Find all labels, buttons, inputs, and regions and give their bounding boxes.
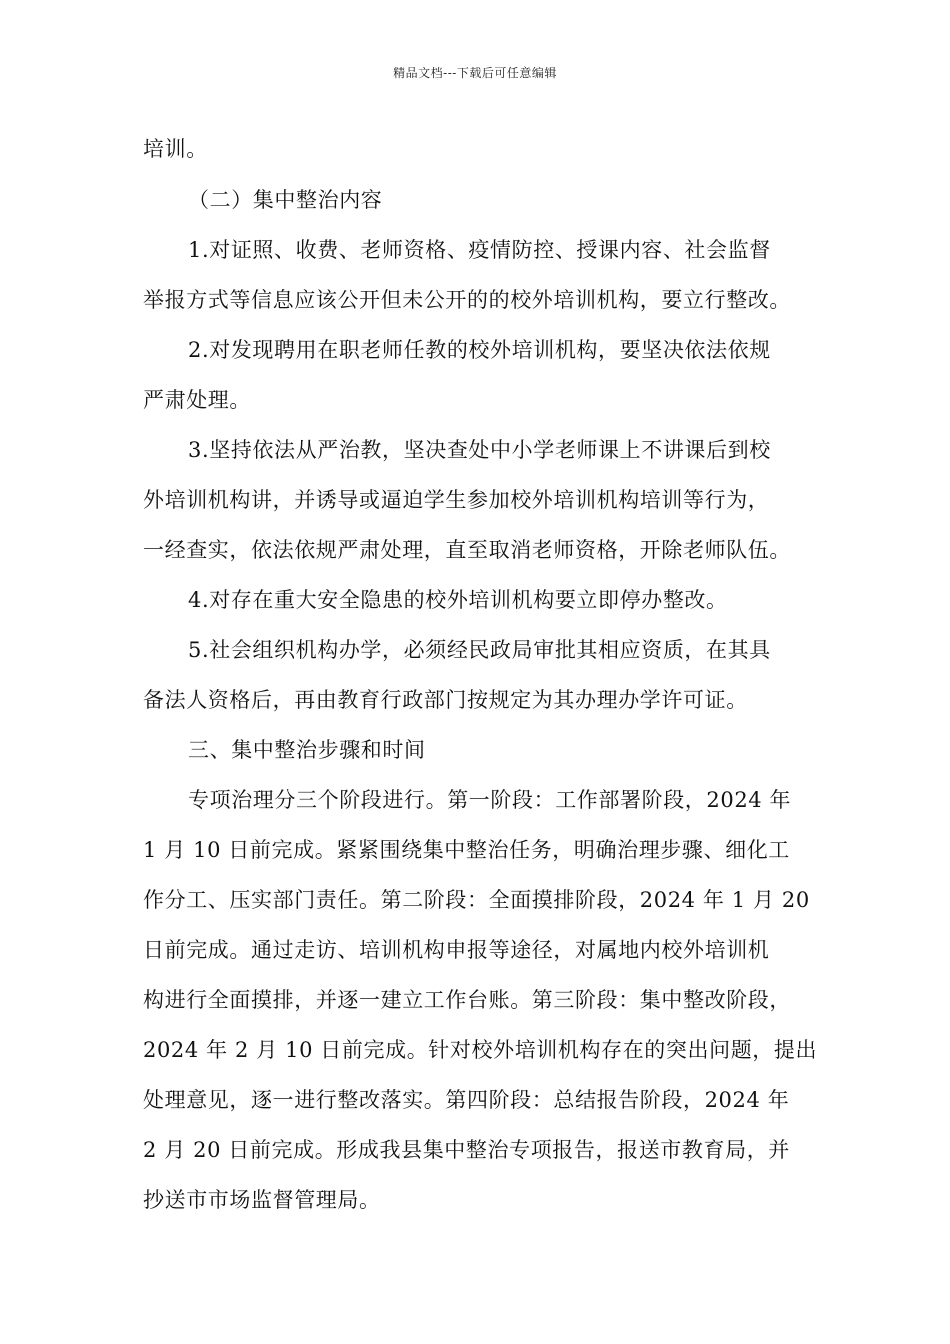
section-heading: 三、集中整治步骤和时间 [188, 738, 426, 762]
body-line: 处理意见，逐一进行整改落实。第四阶段：总结报告阶段，2024 年 [143, 1088, 790, 1112]
body-line: 举报方式等信息应该公开但未公开的的校外培训机构，要立行整改。 [143, 288, 791, 312]
body-line: 备法人资格后，再由教育行政部门按规定为其办理办学许可证。 [143, 688, 748, 712]
page-header-watermark: 精品文档---下载后可任意编辑 [393, 66, 557, 80]
body-line: 1.对证照、收费、老师资格、疫情防控、授课内容、社会监督 [188, 238, 771, 262]
body-line: 培训。 [143, 137, 208, 161]
body-line: 抄送市市场监督管理局。 [143, 1188, 381, 1212]
body-line: 1 月 10 日前完成。紧紧围绕集中整治任务，明确治理步骤、细化工 [143, 838, 790, 862]
body-line: 2024 年 2 月 10 日前完成。针对校外培训机构存在的突出问题，提出 [143, 1038, 818, 1062]
body-line: 2 月 20 日前完成。形成我县集中整治专项报告，报送市教育局，并 [143, 1138, 790, 1162]
body-line: 专项治理分三个阶段进行。第一阶段：工作部署阶段，2024 年 [188, 788, 792, 812]
body-line: 日前完成。通过走访、培训机构申报等途径，对属地内校外培训机 [143, 938, 770, 962]
body-line: 5.社会组织机构办学，必须经民政局审批其相应资质，在其具 [188, 638, 771, 662]
body-line: 构进行全面摸排，并逐一建立工作台账。第三阶段：集中整改阶段， [143, 988, 791, 1012]
body-line: 外培训机构讲，并诱导或逼迫学生参加校外培训机构培训等行为， [143, 488, 770, 512]
body-line: 2.对发现聘用在职老师任教的校外培训机构，要坚决依法依规 [188, 338, 771, 362]
body-line: 4.对存在重大安全隐患的校外培训机构要立即停办整改。 [188, 588, 728, 612]
body-line: 作分工、压实部门责任。第二阶段：全面摸排阶段，2024 年 1 月 20 [143, 888, 810, 912]
section-heading: （二）集中整治内容 [188, 188, 383, 212]
body-line: 一经查实，依法依规严肃处理，直至取消老师资格，开除老师队伍。 [143, 538, 791, 562]
body-line: 严肃处理。 [143, 388, 251, 412]
body-line: 3.坚持依法从严治教，坚决查处中小学老师课上不讲课后到校 [188, 438, 771, 462]
